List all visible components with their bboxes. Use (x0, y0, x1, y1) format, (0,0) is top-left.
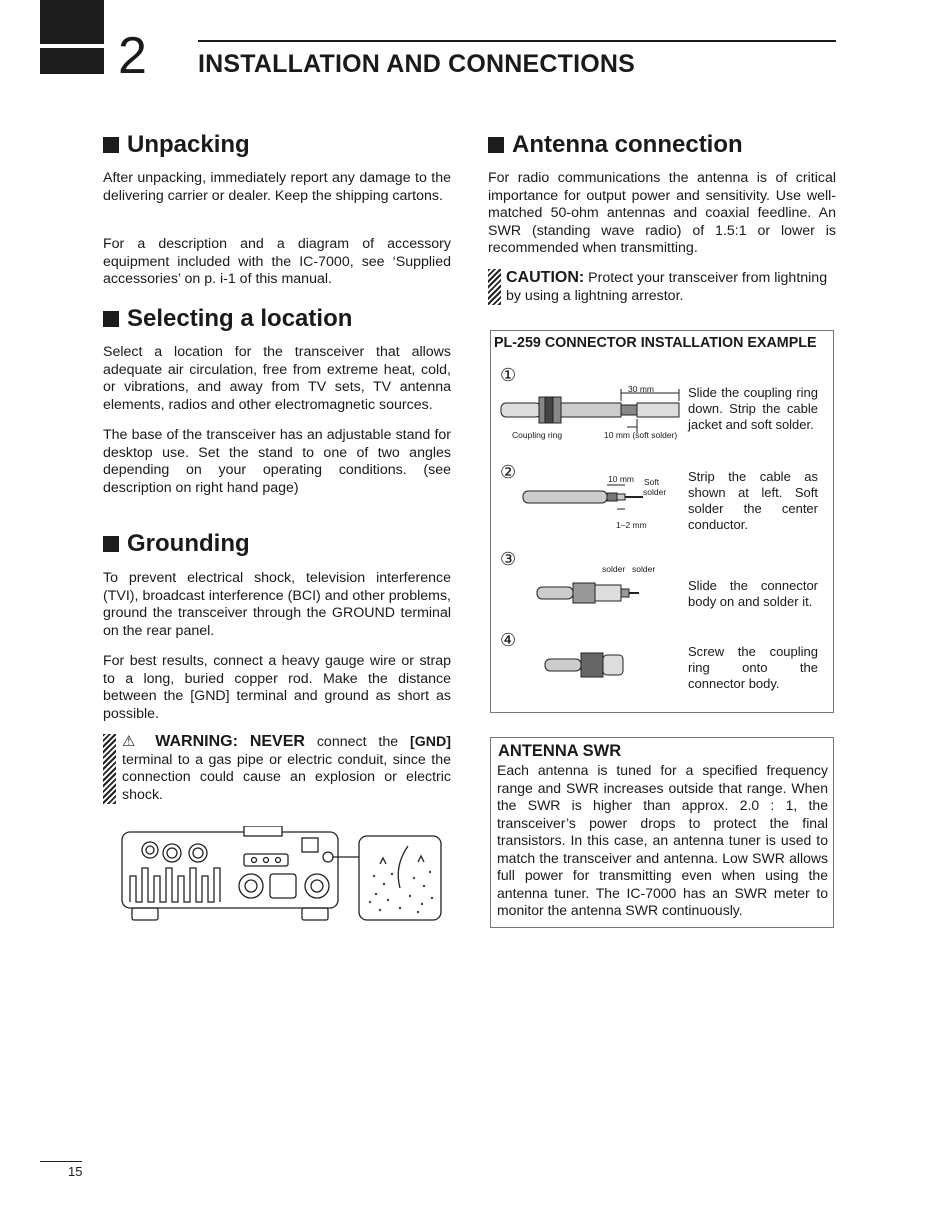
figure-title: PL-259 CONNECTOR INSTALLATION EXAMPLE (494, 335, 817, 351)
heading-bullet-icon (488, 137, 504, 153)
step-4-connector-drawing (543, 649, 633, 683)
antenna-paragraph: For radio communications the antenna is of critical importance for output power and sensitivity. Use well-matched 50-ohm antennas and coaxial feedline. An SWR (standing wave radio) of 1.5:1 or lower is recommended when transmitting. (488, 170, 836, 257)
heading-bullet-icon (103, 137, 119, 153)
step-4-text: Screw the coupling ring onto the connector body. (688, 644, 818, 691)
location-paragraph-1: Select a location for the transceiver that allows adequate air circulation, free from extreme heat, cold, or vibrations, and away from TV sets, TV antenna elements, radios and other electromagnetic sources. (103, 344, 451, 413)
grounding-heading: Grounding (103, 529, 250, 559)
label-soft: Soft (644, 477, 660, 487)
label-coupling-ring: Coupling ring (512, 430, 563, 440)
page-number: 15 (68, 1164, 83, 1179)
step-3-text: Slide the connector body on and solder it. (688, 578, 818, 609)
warning-label: WARNING: (155, 733, 238, 750)
caution-text: Protect your transceiver from lightning by using a lightning arrestor. (506, 270, 828, 304)
chapter-tab-marker (40, 0, 104, 74)
caution-hatch-icon (488, 269, 501, 305)
step-1-number: ① (500, 365, 517, 385)
label-solder: solder (643, 487, 667, 497)
grounding-paragraph-1: To prevent electrical shock, television interference (TVI), broadcast interference (BCI) and other problems, ground the transceiver through the GROUND terminal on the rear panel. (103, 570, 451, 639)
grounding-warning (103, 733, 451, 804)
chapter-title: INSTALLATION AND CONNECTIONS (198, 50, 636, 78)
pl259-figure-box (490, 330, 834, 713)
antenna-caution (488, 269, 836, 305)
step-1-text: Slide the coupling ring down. Strip the cable jacket and soft solder. (688, 385, 818, 432)
unpacking-paragraph-1: After unpacking, immediately report any damage to the delivering carrier or dealer. Keep the shipping cartons. (103, 170, 451, 204)
label-30mm: 30 mm (628, 384, 654, 394)
antenna-heading: Antenna connection (488, 130, 743, 160)
label-1-2mm: 1–2 mm (616, 520, 647, 530)
label-10mm-soft-solder: 10 mm (soft solder) (604, 430, 678, 440)
location-paragraph-2: The base of the transceiver has an adjustable stand for desktop use. Set the stand to one of two angles depending on your operating conditions. (see description on right hand page) (103, 427, 451, 496)
heading-bullet-icon (103, 536, 119, 552)
warning-gnd: [GND] (410, 734, 451, 750)
unpacking-heading: Unpacking (103, 130, 250, 160)
heading-bullet-icon (103, 311, 119, 327)
unpacking-paragraph-2: For a description and a diagram of accessory equipment included with the IC-7000, see ‘Supplied accessories’ on p. i-1 of this manual. (103, 236, 451, 288)
antenna-swr-box (490, 737, 834, 928)
grounding-paragraph-2: For best results, connect a heavy gauge wire or strap to a long, buried copper rod. Make the distance between the [GND] terminal and ground as short as possible. (103, 653, 451, 722)
swr-body: Each antenna is tuned for a specified frequency range and SWR increases outside that range. When the SWR is higher than approx. 2.0 : 1, the transceiver’s power drops to protect the final transistors. In this case, an antenna tuner is used to match the transceiver and antenna. Low SWR allows full power for transmitting even when using the antenna tuner. The IC-7000 has an SWR meter to monitor the antenna SWR continuously. (497, 762, 828, 918)
step-2-text: Strip the cable as shown at left. Soft solder the center conductor. (688, 469, 818, 532)
label-10mm: 10 mm (608, 474, 634, 484)
chapter-number: 2 (118, 27, 147, 85)
caution-label: CAUTION: (506, 269, 585, 286)
footer-rule (40, 1161, 82, 1162)
warning-hatch-icon (103, 734, 116, 804)
warning-text-1: connect the (304, 734, 411, 750)
rear-panel-ground-illustration (118, 826, 448, 926)
step-3-number: ③ (500, 549, 517, 569)
location-heading: Selecting a location (103, 304, 352, 334)
step-2-number: ② (500, 462, 517, 482)
label-solder-b: solder (632, 564, 656, 574)
step-3-connector-drawing (535, 575, 645, 611)
header-rule (198, 40, 836, 42)
warning-triangle-icon: ⚠ (122, 733, 144, 750)
step-4-number: ④ (500, 630, 517, 650)
label-solder-a: solder (602, 564, 626, 574)
swr-title: ANTENNA SWR (498, 742, 622, 760)
warning-text-2: terminal to a gas pipe or electric conduit, since the connection could cause an explosion or electric shock. (122, 751, 451, 803)
warning-never: NEVER (249, 733, 305, 750)
